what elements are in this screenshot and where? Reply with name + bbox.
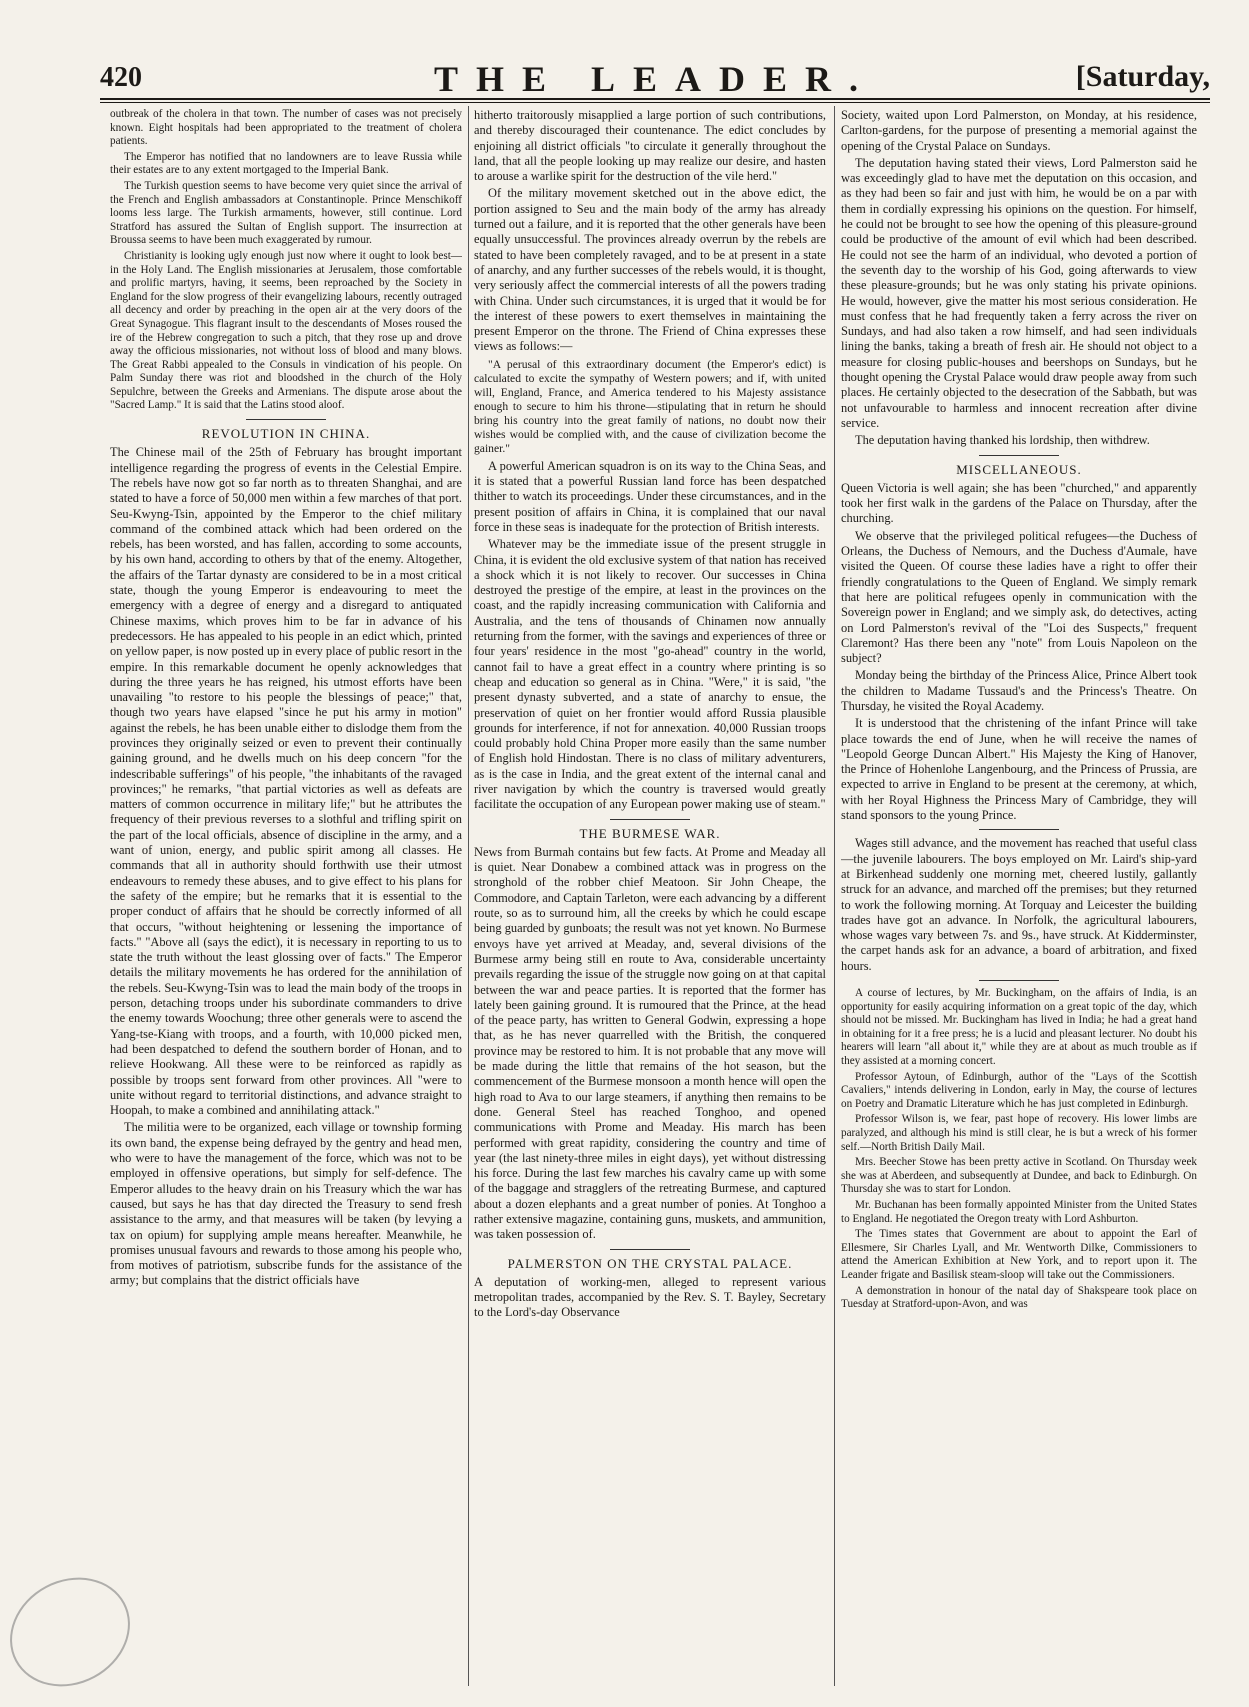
paragraph: Christianity is looking ugly enough just now where it ought to look best—in the Holy Land. The English missionaries at Jerusalem, those comfortable and prolific martyrs, having, it seems, been reproached by the Society in England for the slow progress of their evangelizing labours, recently outraged all decency and order by preaching in the open air at the very doors of the Great Synagogue. This flagrant insult to the descendants of Moses roused the ire of the Hebrew congregation to such a pitch, that they rose up and drove away the officious missionaries, not without loss of blood and many blows. The Great Rabbi appealed to the Consuls in vindication of his people. On Palm Sunday there was riot and bloodshed in the church of the Holy Sepulchre, between the Greeks and Armenians. The dispute arose about the "Sacred Lamp." It is said that the Latins stood aloof. xyxy=(110,249,462,412)
section-divider xyxy=(979,829,1059,830)
paragraph: The Chinese mail of the 25th of February has brought important intelligence regarding the progress of events in the Celestial Empire. The rebels have now got so far north as to threaten Shanghai, and are stated to have a force of 50,000 men within a few marches of that port. Seu-Kwyng-Tsin, appointed by the Emperor to the chief military command of the combined attack which had been ordered on the rebels, has been worsted, and has fallen, according to some accounts, by his own hand, according to others by that of the enemy. Altogether, the affairs of the Tartar dynasty are considered to be in a most critical state, though the young Emperor is endeavouring to meet the emergency with a degree of energy and a disregard to antiquated Chinese maxims, which proves him to be far in advance of his predecessors. He has appealed to his people in an edict which, printed on yellow paper, is now posted up in every place of public resort in the empire. In this remarkable document he openly acknowledges that during the three years he has reigned, his utmost efforts have been unavailing "to restore to his people the blessings of peace;" that, though two years have elapsed "since he put his army in motion" against the rebels, he has been unable either to dislodge them from the provinces they originally seized or even to prevent their continually gaining ground, and he dwells much on his deep concern "for the indescribable sufferings" of his people, "the inhabitants of the ravaged provinces;" he remarks, "that partial victories as well as defeats are matters of common occurrence in military life;" but he attributes the frequency of their previous reverses to a slothful and trifling spirit on the part of the local officials, absence of discipline in the army, and a want of union, energy, and public spirit among all classes. He commands that all in authority should forthwith use their utmost endeavours to remedy these abuses, and to give effect to his plans for the safety of the empire; but he remarks that it is essential to the proper conduct of affairs that he should be correctly informed of all that occurs, "without heightening or lessening the importance of facts." "Above all (says the edict), it is necessary in reporting to us to state the truth without the least glossing over of facts." The Emperor details the military movements he has ordered for the annihilation of the rebels. Seu-Kwyng-Tsin was to lead the main body of the troops in person, detaching troops under his subordinate commanders to drive the enemy towards Woochung; three other generals were to ascend the Yang-tse-Kiang with troops, and a fourth, with 10,000 picked men, had been despatched to defend the southern border of Honan, and to relieve Hookwang. All these were to be reinforced as rapidly as possible by troops sent forward from other provinces. All "were to unite without regard to territorial distinctions, and advance straight to Hoopah, to make a combined and annihilating attack." xyxy=(110,445,462,1118)
issue-day: [Saturday, xyxy=(1075,60,1210,93)
paragraph: Professor Wilson is, we fear, past hope of recovery. His lower limbs are paralyzed, and although his mind is still clear, he is but a wreck of his former self.—North British Daily Mail. xyxy=(841,1113,1197,1153)
paragraph: News from Burmah contains but few facts. At Prome and Meaday all is quiet. Near Donabew a combined attack was in progress on the stronghold of the robber chief Meatoon. Sir John Cheape, the Commodore, and Captain Tarleton, were each advancing by a different route, so as to surround him, all the creeks by which he could escape being guarded by gunboats; the result was not yet known. No Burmese envoys have yet arrived at Meaday, and, several divisions of the Burmese army being still en route to Ava, considerable uncertainty prevails regarding the issue of the struggle now going on at that capital between the war and peace parties. It is reported that the former has lately been gaining ground. It is rumoured that the Prince, at the head of the peace party, has written to General Godwin, expressing a hope that, as he has never quarrelled with the British, the conquered province may be restored to him. It is not probable that any move will be made during the little that remains of the hot season, but the commencement of the Burmese monsoon a month hence will open the high road to Ava to our large steamers, if anything then remains to be done. General Steel has reached Tonghoo, and opened communications with Prome and Meaday. His march has been performed with great rapidity, considering the country and time of year (the last ninety-three miles in eight days), yet without distressing his force. During the last few marches his cavalry came up with some of the baggage and stragglers of the retreating Burmese, and captured about a dozen elephants and a great number of ponies. At Tonghoo a rather extensive magazine, containing guns, muskets, and ammunition, was taken possession of. xyxy=(474,844,826,1242)
paragraph: hitherto traitorously misapplied a large portion of such contributions, and thereby discouraged their countenance. The edict concludes by enjoining all district officials "to circulate it generally throughout the land, that all the people looking up may realize our desire, and hasten to arouse a warlike spirit for the destruction of the vile herd." xyxy=(474,108,826,184)
paragraph: Whatever may be the immediate issue of the present struggle in China, it is evident the old exclusive system of that nation has received a shock which it is not likely to recover. Our successes in China destroyed the prestige of the empire, at least in the provinces on the coast, and the rapidly increasing communication with California and Australia, and the tens of thousands of Chinamen now annually returning from the former, with the savings and experiences of three or four years' residence in the most "go-ahead" country in the world, cannot fail to have a great effect in a country where printing is so cheap and education so general as in China. "Were," it is said, "the present dynasty subverted, and a state of anarchy to ensue, the preservation of quiet on her frontier would afford Russia plausible grounds for interference, if not for annexation. 40,000 Russian troops could probably hold China Proper more easily than the same number of English hold Hindostan. There is no class of military adventurers, as is the case in India, and the great extent of the internal canal and river navigation by which the country is traversed would greatly facilitate the occupation of any European power making use of steam." xyxy=(474,537,826,812)
section-heading-burmese-war: THE BURMESE WAR. xyxy=(579,825,721,841)
masthead-rule xyxy=(100,98,1210,100)
paragraph: It is understood that the christening of the infant Prince will take place towards the end of June, when he will receive the names of "Leopold George Duncan Albert." His Majesty the King of Hanover, the Prince of Hohenlohe Langenbourg, and the Princess of Prussia, are expected to arrive in England to be present at the ceremony, at which, with her Royal Highness the Princess Mary of Cambridge, they will stand sponsors to the young Prince. xyxy=(841,716,1197,823)
paragraph: Society, waited upon Lord Palmerston, on Monday, at his residence, Carlton-gardens, for the purpose of presenting a memorial against the opening of the Crystal Palace on Sundays. xyxy=(841,108,1197,153)
paragraph: Mrs. Beecher Stowe has been pretty active in Scotland. On Thursday week she was at Aberdeen, and subsequently at Dundee, and back to Edinburgh. On Thursday she was to start for London. xyxy=(841,1156,1197,1196)
column-divider xyxy=(834,106,835,1686)
paragraph: Queen Victoria is well again; she has been "churched," and apparently took her first walk in the gardens of the Palace on Thursday, after the churching. xyxy=(841,480,1197,526)
paragraph: A course of lectures, by Mr. Buckingham, on the affairs of India, is an opportunity for easily acquiring information on a great topic of the day, which should not be missed. Mr. Buckingham has lived in India; he had a great hand in obtaining for it a free press; he is a lucid and pleasant lecturer. No doubt his hearers will learn "all about it," while they are at about as much trouble as if they assisted at a morning concert. xyxy=(841,987,1197,1067)
paragraph: We observe that the privileged political refugees—the Duchess of Orleans, the Duchess of Nemours, and the Duchess d'Aumale, have visited the Queen. Of course these ladies have a right to offer their friendly congratulations to the Queen of England. We simply remark that here are political refugees openly in communication with the Sovereign power in England; and we simply ask, do detectives, acting on Lord Palmerston's revival of the "Loi des Suspects," frequent Claremont? Has there been any "note" from Louis Napoleon on the subject? xyxy=(841,528,1197,666)
section-divider xyxy=(610,819,690,820)
paragraph: The Turkish question seems to have become very quiet since the arrival of the French and English ambassadors at Constantinople. Prince Menschikoff looms less large. The Turkish armaments, however, still continue. Lord Stratford has assured the Sultan of English support. The insurrection at Broussa seems to have been much exaggerated by rumour. xyxy=(110,179,462,247)
paragraph: The militia were to be organized, each village or township forming its own band, the expense being defrayed by the gentry and head men, who were to have the management of the force, which was not to be employed in offensive operations, but simply for self-defence. The Emperor alludes to the heavy drain on his Treasury which the war has caused, but says he has that day directed the Treasury to send fresh assistance to the army, and that measures will be taken (by levying a tax on opium) for supplying ample means hereafter. Meanwhile, he promises unusual favours and rewards to those among his people who, from motives of patriotism, subscribe funds for the assistance of the army; but complains that the district officials have xyxy=(110,1120,462,1288)
paragraph: Wages still advance, and the movement has reached that useful class—the juvenile labourers. The boys employed on Mr. Laird's ship-yard at Birkenhead suddenly one morning met, cheered lustily, gallantly struck for an advance, and marched off the premises; but they returned to work the following morning. At Torquay and Leicester the building trades have got an advance. In Norfolk, the agricultural labourers, whose wages vary between 7s. and 9s., have struck. At Kidderminster, the carpet hands ask for an advance, a board of arbitration, and fixed hours. xyxy=(841,836,1197,973)
paragraph: A deputation of working-men, alleged to represent various metropolitan trades, accompanied by the Rev. S. T. Bayley, Secretary to the Lord's-day Observance xyxy=(474,1274,826,1320)
section-heading-palmerston: PALMERSTON ON THE CRYSTAL PALACE. xyxy=(507,1255,793,1271)
page-number: 420 xyxy=(100,62,142,93)
column-3 xyxy=(841,108,1197,1684)
paragraph: The deputation having stated their views, Lord Palmerston said he was exceedingly glad to have met the deputation on this occasion, and as they had been so fair and just with him, he would be on a par with them in cordially expressing his opinions on the question. For himself, he could not be brought to see how the opening of this pleasure-ground could be productive of the amount of evil which had been described. He could not see the harm of an individual, who devoted a portion of the seventh day to the worship of his God, going afterwards to view these pleasure-grounds; but he was only stating his private opinions. He would, however, give the matter his most serious consideration. He must confess that he had frequently taken a ferry across the river on Sundays, and had also taken a row himself, and had seen individuals lining the banks, taking a breath of fresh air. He should not object to a measure for closing public-houses and beershops on Sundays, but he thought opening the Crystal Palace would draw people away from such places. He certainly objected to the desecration of the Sabbath, but was not unfavourable to harmless and innocent recreation after divine service. xyxy=(841,155,1197,430)
paragraph: The Emperor has notified that no landowners are to leave Russia while their estates are to any extent mortgaged to the Imperial Bank. xyxy=(110,150,462,177)
column-1 xyxy=(110,108,462,1684)
paragraph: The deputation having thanked his lordship, then withdrew. xyxy=(855,433,1150,448)
paragraph: Of the military movement sketched out in the above edict, the portion assigned to Seu and the main body of the army has already turned out a failure, and it is reported that the other generals have been equally unsuccessful. The provinces already overrun by the rebels are stated to have been completely ravaged, and to be at present in a state of anarchy, and any further successes of the rebels would, it is thought, very seriously affect the commercial interests of all the powers trading with China. Under such circumstances, it is urged that it would be for the interest of these powers to exert themselves in maintaining the present Emperor on the throne. The Friend of China expresses these views as follows:— xyxy=(474,186,826,354)
paragraph: Mr. Buchanan has been formally appointed Minister from the United States to England. He negotiated the Oregon treaty with Lord Ashburton. xyxy=(841,1198,1197,1225)
section-divider xyxy=(610,1249,690,1250)
section-divider xyxy=(246,419,326,420)
column-2 xyxy=(474,108,826,1684)
paragraph: Professor Aytoun, of Edinburgh, author of the "Lays of the Scottish Cavaliers," intends delivering in London, early in May, the course of lectures on Poetry and Dramatic Literature which he has just completed in Edinburgh. xyxy=(841,1070,1197,1110)
paragraph: The Times states that Government are about to appoint the Earl of Ellesmere, Sir Charles Lyall, and Mr. Wentworth Dilke, Commissioners to attend the American Exhibition at New York, and to report upon it. The Leander frigate and Basilisk steam-sloop will take out the Commissioners. xyxy=(841,1228,1197,1281)
paragraph: outbreak of the cholera in that town. The number of cases was not precisely known. Eight hospitals had been appropriated to the treatment of cholera patients. xyxy=(110,108,462,148)
newspaper-title: THE LEADER. xyxy=(433,59,877,99)
quotation: "A perusal of this extraordinary document (the Emperor's edict) is calculated to excite the sympathy of Western powers; and if, with united will, England, France, and America tendered to his Majesty assistance enough to secure to him his throne—stipulating that in return he should bring his country into the great family of nations, no doubt now their wishes would be complied with, and the cause of civilization become the gainer." xyxy=(474,357,826,455)
paragraph: A powerful American squadron is on its way to the China Seas, and it is stated that a powerful Russian land force has been despatched thither to watch its proceedings. Under these circumstances, and in the present position of affairs in China, it is complained that our naval force in these seas is inadequate for the protection of British interests. xyxy=(474,458,826,534)
section-divider xyxy=(979,455,1059,456)
section-heading-revolution-in-china: REVOLUTION IN CHINA. xyxy=(201,426,371,442)
section-divider xyxy=(979,980,1059,981)
paragraph: A demonstration in honour of the natal day of Shakspeare took place on Tuesday at Stratford-upon-Avon, and was xyxy=(841,1284,1197,1311)
masthead-rule-thin xyxy=(100,102,1210,103)
section-heading-miscellaneous: MISCELLANEOUS. xyxy=(956,461,1082,477)
column-divider xyxy=(468,106,469,1686)
paragraph: Monday being the birthday of the Princess Alice, Prince Albert took the children to Madame Tussaud's and the Princess's Theatre. On Thursday, he visited the Royal Academy. xyxy=(841,668,1197,713)
masthead xyxy=(100,52,1210,100)
